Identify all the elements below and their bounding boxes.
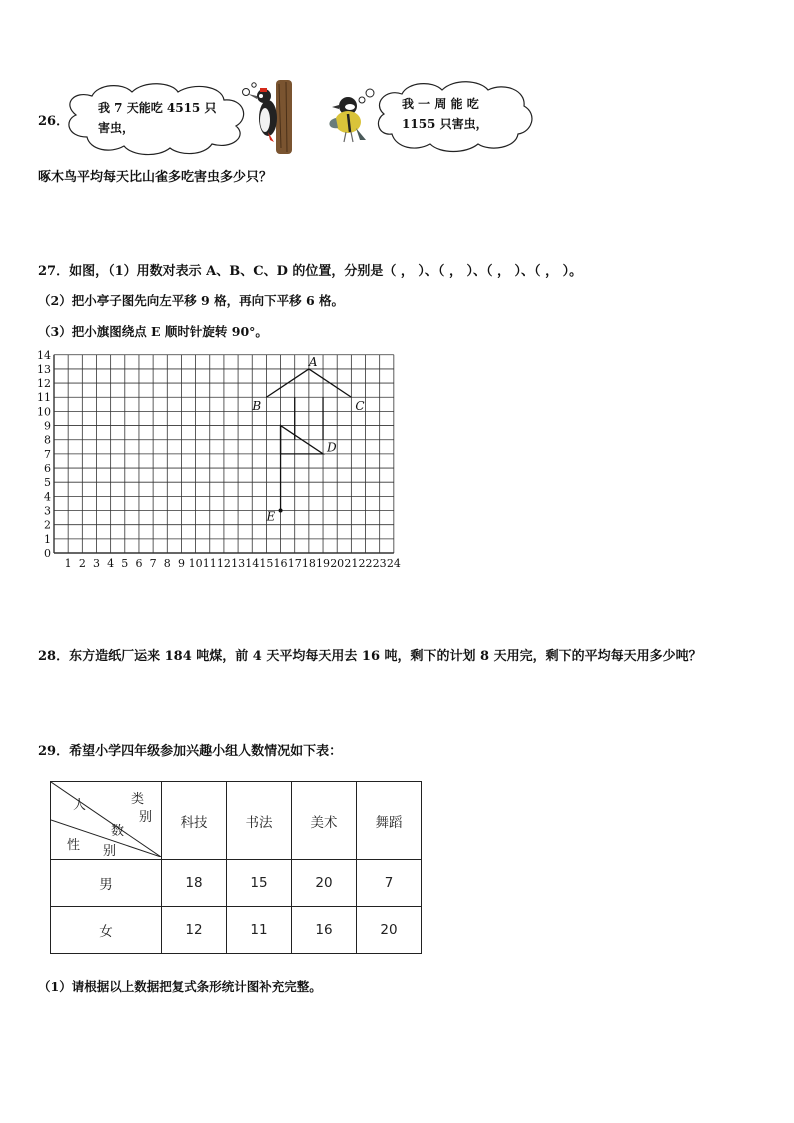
x-tick-label: 6 [135, 557, 143, 570]
corner-label-people: 人 [73, 798, 87, 813]
x-tick-label: 24 [386, 557, 401, 570]
corner-label-category-2: 别 [139, 810, 153, 825]
y-tick-label: 7 [44, 447, 51, 461]
table-cell: 20 [292, 860, 357, 907]
y-tick-label: 11 [37, 391, 51, 405]
y-tick-label: 4 [44, 490, 51, 504]
point-label-A: A [308, 354, 318, 369]
x-tick-label: 11 [202, 557, 217, 570]
question-26-text: 啄木鸟平均每天比山雀多吃害虫多少只？ [38, 170, 273, 185]
x-tick-label: 17 [287, 557, 302, 570]
x-tick-label: 18 [301, 557, 316, 570]
table-cell: 18 [162, 860, 227, 907]
x-tick-label: 5 [121, 557, 129, 570]
question-27-part-2: （2）把小亭子图先向左平移 9 格，再向下平移 6 格。 [38, 293, 345, 308]
question-26-number: 26． [38, 114, 70, 129]
row-label-male: 男 [51, 860, 162, 907]
tit-speech-line-2: 1155 只害虫， [402, 117, 488, 131]
x-tick-label: 14 [245, 557, 260, 570]
woodpecker-speech-line-1: 我 7 天能吃 4515 只 [98, 101, 217, 115]
x-tick-label: 1 [64, 557, 72, 570]
y-tick-label: 13 [37, 362, 51, 376]
table-cell: 20 [357, 907, 422, 954]
y-tick-label: 10 [37, 405, 51, 419]
table-cell: 11 [227, 907, 292, 954]
x-tick-label: 15 [259, 557, 274, 570]
point-label-C: C [355, 399, 365, 414]
point-label-D: D [327, 440, 337, 455]
y-tick-label: 3 [44, 504, 51, 518]
question-29-part-1: （1）请根据以上数据把复式条形统计图补充完整。 [38, 979, 322, 994]
question-28-text: 28．东方造纸厂运来 184 吨煤，前 4 天平均每天用去 16 吨，剩下的计划 8 天用完，剩下的平均每天用多少吨？ [38, 649, 702, 664]
interest-group-table [50, 781, 422, 954]
question-29-text: 29．希望小学四年级参加兴趣小组人数情况如下表： [38, 744, 343, 759]
y-tick-label: 2 [44, 518, 51, 532]
table-cell: 15 [227, 860, 292, 907]
y-tick-label: 6 [44, 462, 51, 476]
corner-label-count: 数 [111, 824, 125, 839]
row-label-female: 女 [51, 907, 162, 954]
corner-label-gender-2: 别 [103, 844, 117, 859]
x-tick-label: 19 [316, 557, 331, 570]
table-cell: 16 [292, 907, 357, 954]
y-tick-label: 0 [44, 547, 51, 560]
table-cell: 12 [162, 907, 227, 954]
x-tick-label: 22 [358, 557, 373, 570]
x-tick-label: 21 [344, 557, 359, 570]
y-tick-label: 12 [37, 377, 51, 391]
x-tick-label: 8 [163, 557, 171, 570]
woodpecker-icon [246, 78, 296, 156]
y-tick-label: 1 [44, 532, 51, 546]
column-header-art: 美术 [292, 782, 357, 860]
x-tick-label: 7 [149, 557, 157, 570]
y-tick-label: 14 [37, 348, 51, 362]
x-tick-label: 12 [216, 557, 231, 570]
x-tick-label: 16 [273, 557, 288, 570]
table-cell: 7 [357, 860, 422, 907]
x-tick-label: 9 [177, 557, 185, 570]
x-tick-label: 10 [188, 557, 203, 570]
table-corner-header [51, 782, 162, 860]
table-row [51, 907, 422, 954]
point-E-marker [279, 509, 283, 513]
x-tick-label: 4 [107, 557, 115, 570]
column-header-science: 科技 [162, 782, 227, 860]
y-tick-label: 5 [44, 476, 51, 490]
question-27-part-1: 27．如图，（1）用数对表示 A、B、C、D 的位置，分别是（ ， ）、（ ， ）、（ ， ）、（ ， ）。 [38, 264, 583, 279]
woodpecker-speech-line-2: 害虫， [98, 121, 135, 135]
point-label-E: E [266, 509, 276, 524]
corner-label-category: 类 [131, 792, 145, 807]
column-header-dance: 舞蹈 [357, 782, 422, 860]
x-tick-label: 2 [78, 557, 86, 570]
y-tick-label: 8 [44, 433, 51, 447]
question-27-part-3: （3）把小旗图绕点 E 顺时针旋转 90°。 [38, 324, 268, 339]
y-tick-label: 9 [44, 419, 51, 433]
point-label-B: B [252, 399, 262, 414]
x-tick-label: 13 [231, 557, 246, 570]
tit-speech-line-1: 我 一 周 能 吃 [402, 97, 479, 111]
x-tick-label: 3 [92, 557, 100, 570]
x-tick-label: 20 [330, 557, 345, 570]
x-tick-label: 23 [372, 557, 387, 570]
column-header-calligraphy: 书法 [227, 782, 292, 860]
table-row [51, 860, 422, 907]
coordinate-grid [30, 345, 410, 575]
corner-label-gender: 性 [67, 838, 81, 853]
